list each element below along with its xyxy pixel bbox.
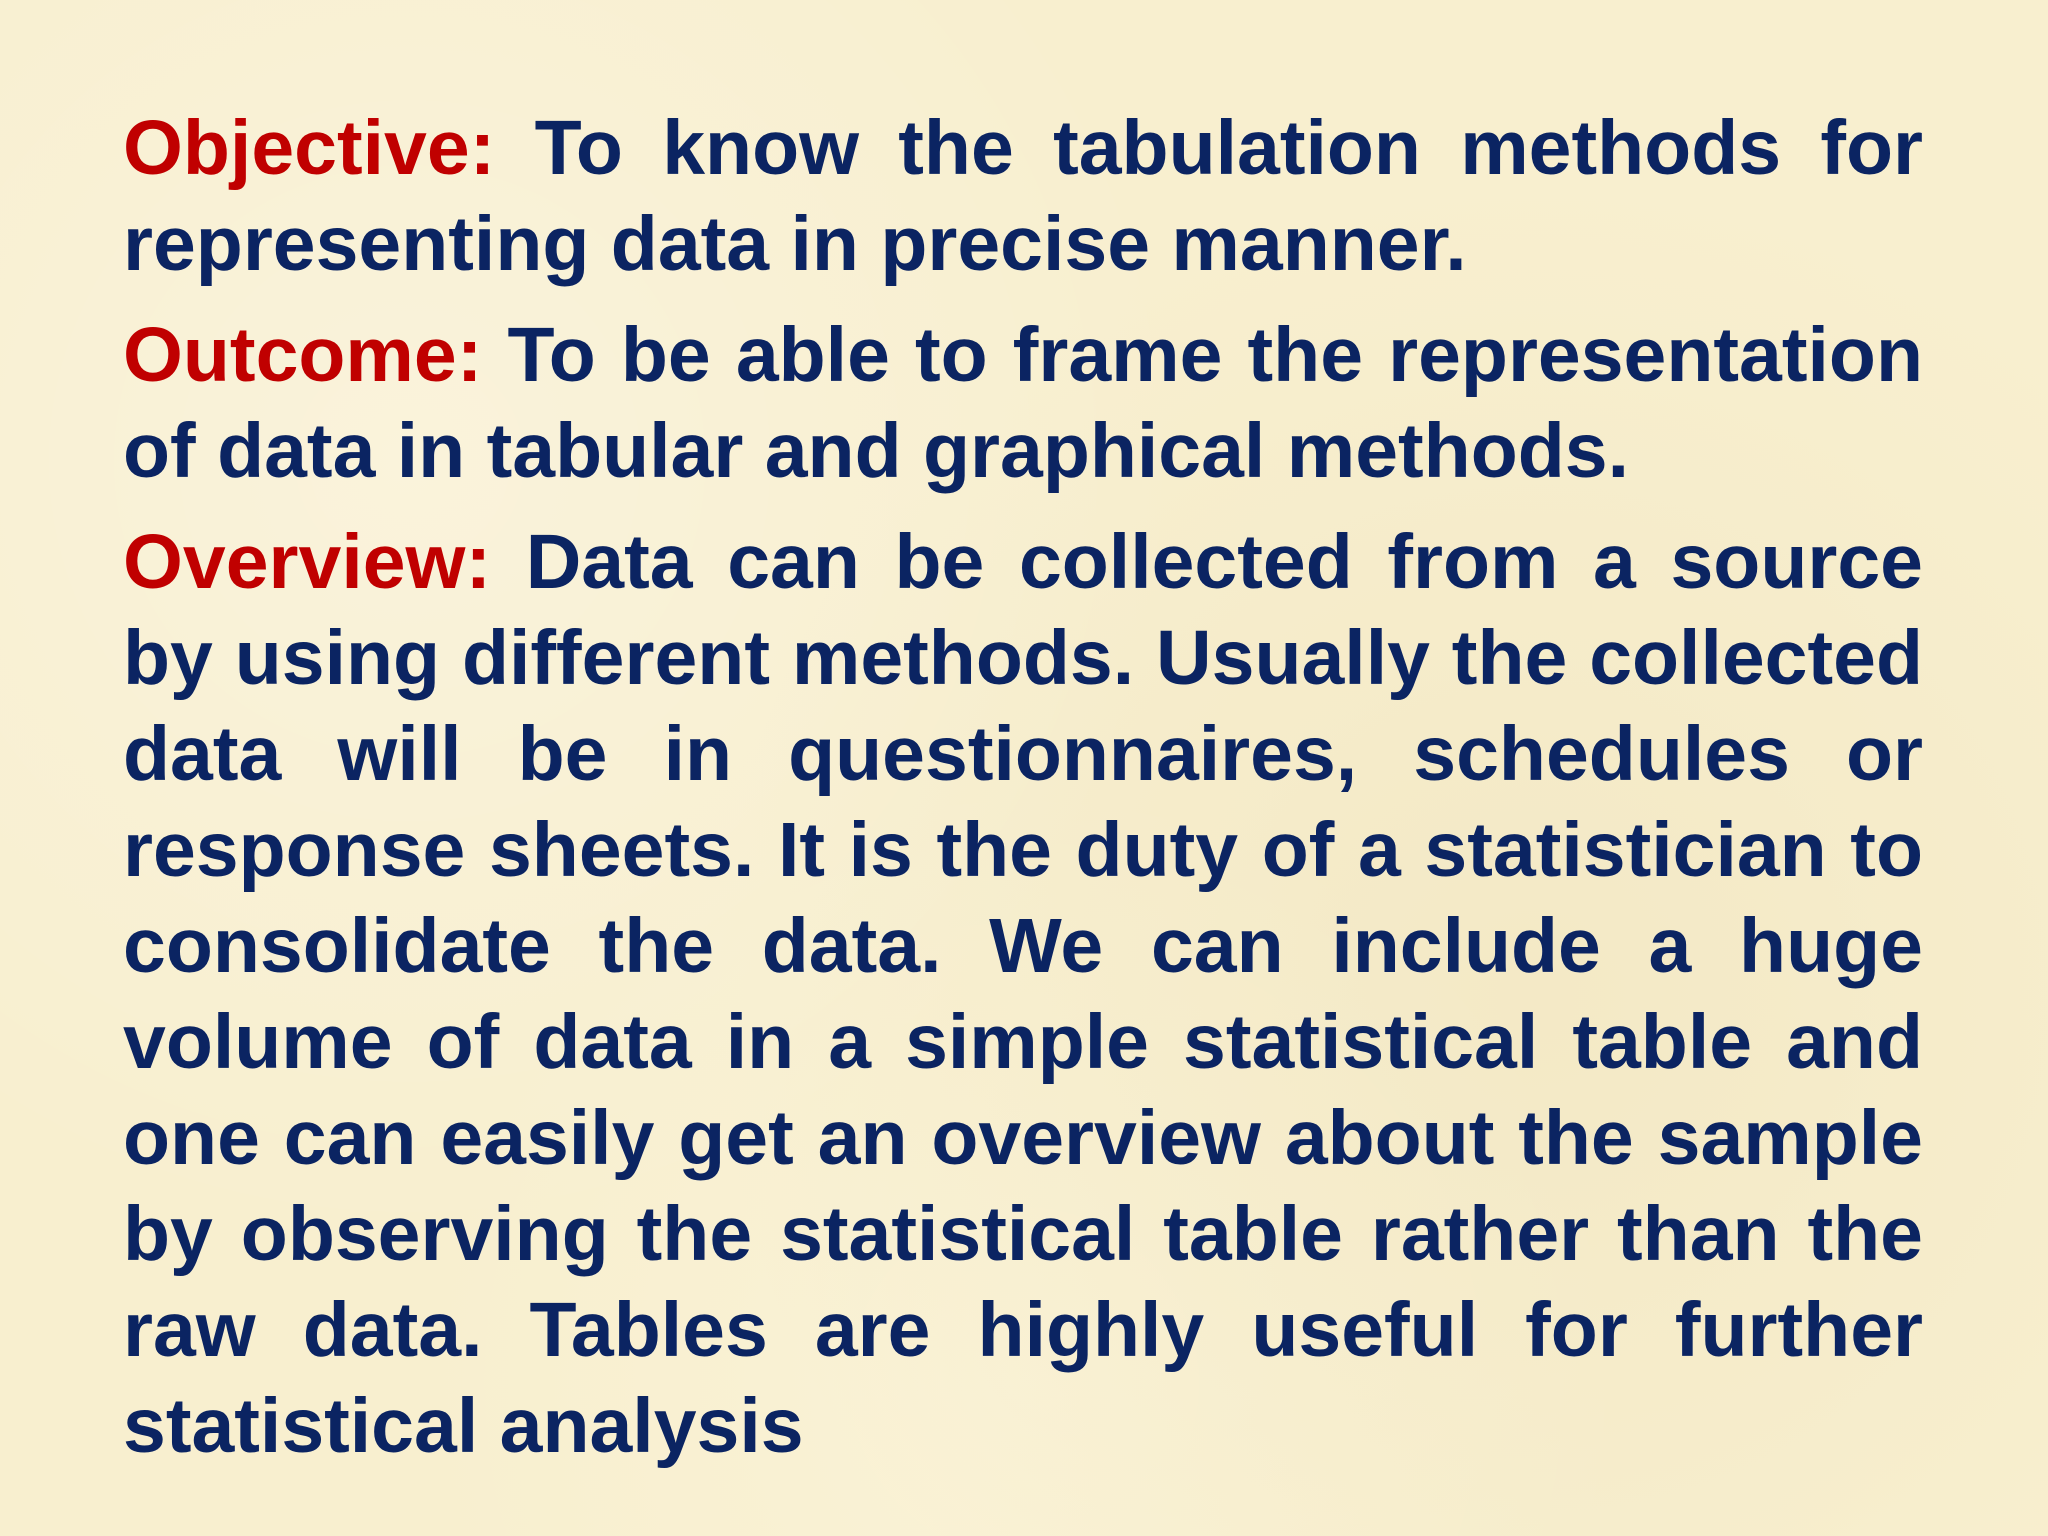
objective-text: To know the tabulation methods for representing data in precise manner. [123,105,1923,287]
overview-label: Overview: [123,519,526,605]
objective-paragraph [123,100,1923,292]
slide-content [123,100,1923,1489]
overview-paragraph [123,514,1923,1474]
outcome-paragraph [123,307,1923,499]
outcome-label: Outcome: [123,312,508,398]
outcome-text: To be able to frame the representation of data in tabular and graphical methods. [123,312,1923,494]
overview-text: Data can be collected from a source by using different methods. Usually the collected data will be in questionnaires, schedules or response sheets. It is the duty of a statistician to consolidate the data. We can include a huge volume of data in a simple statistical table and one can easily get an overview about the sample by observing the statistical table rather than the raw data. Tables are highly useful for further statistical analysis [123,519,1923,1469]
objective-label: Objective: [123,105,535,191]
